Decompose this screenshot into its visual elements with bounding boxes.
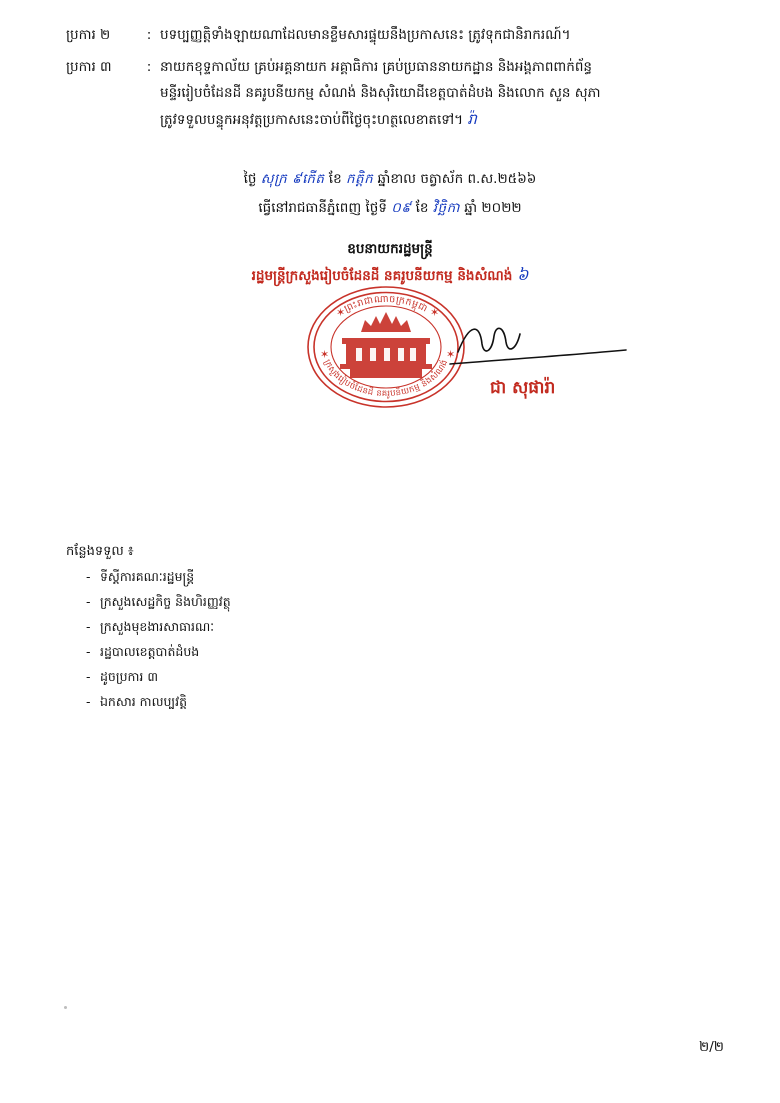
- date-line-2-mid: ខែ: [415, 200, 429, 216]
- list-item-label: ក្រសួងមុខងារសាធារណៈ: [100, 619, 215, 634]
- list-bullet: -: [86, 569, 91, 584]
- svg-text:✶: ✶: [446, 348, 456, 361]
- svg-text:ក្រសួងរៀបចំដែនដី នគរូបនីយកម្ម: ក្រសួងរៀបចំដែនដី នគរូបនីយកម្ម និងសំណង់: [321, 358, 451, 400]
- article-2-line-1: បទប្បញ្ញត្តិទាំងឡាយណាដែលមានខ្លឹមសារផ្ទុយនឹងប្រកាសនេះ ត្រូវទុកជានិរាករណ៍។: [160, 27, 571, 43]
- list-item-label: រដ្ឋបាលខេត្តបាត់ដំបង: [100, 644, 200, 659]
- list-item-label: ទីស្តីការគណៈរដ្ឋមន្ត្រី: [100, 569, 195, 584]
- date-line-2-suffix: ឆ្នាំ ២០២២: [464, 200, 522, 216]
- list-item-label: ដូចប្រការ ៣: [100, 669, 159, 684]
- signer-title: ឧបនាយករដ្ឋមន្ត្រី: [347, 241, 433, 257]
- list-item-label: ក្រសួងសេដ្ឋកិច្ច និងហិរញ្ញវត្ថុ: [100, 594, 231, 609]
- svg-text:✶: ✶: [336, 306, 346, 319]
- svg-text:ព្រះរាជាណាចក្រកម្ពុជា: ព្រះរាជាណាចក្រកម្ពុជា: [342, 293, 430, 315]
- article-3-line-3-text: ត្រូវទទួលបន្ទុកអនុវត្តប្រកាសនេះចាប់ពីថ្ងៃចុះហត្ថលេខាតទៅ។: [160, 112, 464, 128]
- article-3-body: [160, 54, 740, 133]
- svg-text:✶: ✶: [430, 306, 440, 319]
- date-line-1-ink-month: កត្តិក: [345, 171, 374, 187]
- distribution-title: កន្លែងទទួល ៖: [66, 544, 134, 559]
- list-item: [66, 564, 486, 589]
- date-line-2-ink-day: ០៩: [391, 200, 412, 216]
- list-bullet: -: [86, 619, 91, 634]
- date-line-2-prefix: ធ្វើនៅរាជធានីភ្នំពេញ ថ្ងៃទី: [258, 200, 387, 216]
- article-2-body: [160, 22, 740, 48]
- list-item: [66, 639, 486, 664]
- list-bullet: -: [86, 669, 91, 684]
- date-line-1-ink-day: សុក្រ ៩កើត: [260, 171, 325, 187]
- official-stamp: [300, 282, 472, 412]
- article-3-line-2: មន្ទីររៀបចំដែនដី នគរូបនីយកម្ម សំណង់ និងសុរិយោដីខេត្តបាត់ដំបង និងលោក សួន សុភា: [160, 85, 601, 101]
- article-3-colon: :: [146, 59, 152, 75]
- articles-section: [0, 22, 780, 139]
- date-line-1-mid: ខែ: [328, 171, 342, 187]
- article-3-line-3: [160, 106, 740, 133]
- list-bullet: -: [86, 694, 91, 709]
- list-item: [66, 589, 486, 614]
- list-item: [66, 614, 486, 639]
- article-3-line-1: នាយកខុទ្ទកាល័យ គ្រប់អគ្គនាយក អគ្គាធិការ គ្រប់ប្រធាននាយកដ្ឋាន និងអង្គភាពពាក់ព័ន្ធ: [160, 59, 592, 75]
- svg-text:✶: ✶: [320, 348, 330, 361]
- list-item: [66, 689, 486, 714]
- date-line-1: [0, 165, 780, 194]
- list-bullet: -: [86, 594, 91, 609]
- list-item: [66, 664, 486, 689]
- article-3: [0, 54, 780, 133]
- distribution-section: [66, 540, 486, 714]
- signer-subtitle-ink-mark: ៦: [517, 265, 529, 284]
- page-number: ២/២: [699, 1039, 724, 1055]
- signer-subtitle-text: រដ្ឋមន្ត្រីក្រសួងរៀបចំដែនដី នគរូបនីយកម្ម និងសំណង់: [251, 268, 513, 284]
- paper-speck: [64, 1006, 67, 1009]
- list-item-label: ឯកសារ កាលប្បវត្តិ: [100, 694, 188, 709]
- stamp-and-signature-area: [300, 282, 556, 414]
- signer-name: ជា សុផារ៉ា: [490, 378, 556, 398]
- date-line-2-ink-month: វិច្ឆិកា: [432, 200, 460, 216]
- article-2: [0, 22, 780, 48]
- list-bullet: -: [86, 644, 91, 659]
- article-2-label: ប្រការ ២: [66, 27, 111, 43]
- distribution-list: [66, 564, 486, 714]
- date-line-1-suffix: ឆ្នាំខាល ចត្វាស័ក ព.ស.២៥៦៦: [377, 171, 537, 187]
- date-block: [0, 165, 780, 223]
- article-2-colon: :: [146, 27, 152, 43]
- article-3-ink-mark: រ៉ា: [467, 110, 477, 128]
- date-line-2: [0, 194, 780, 223]
- date-line-1-prefix: ថ្ងៃ: [243, 171, 257, 187]
- article-3-label: ប្រការ ៣: [66, 59, 112, 75]
